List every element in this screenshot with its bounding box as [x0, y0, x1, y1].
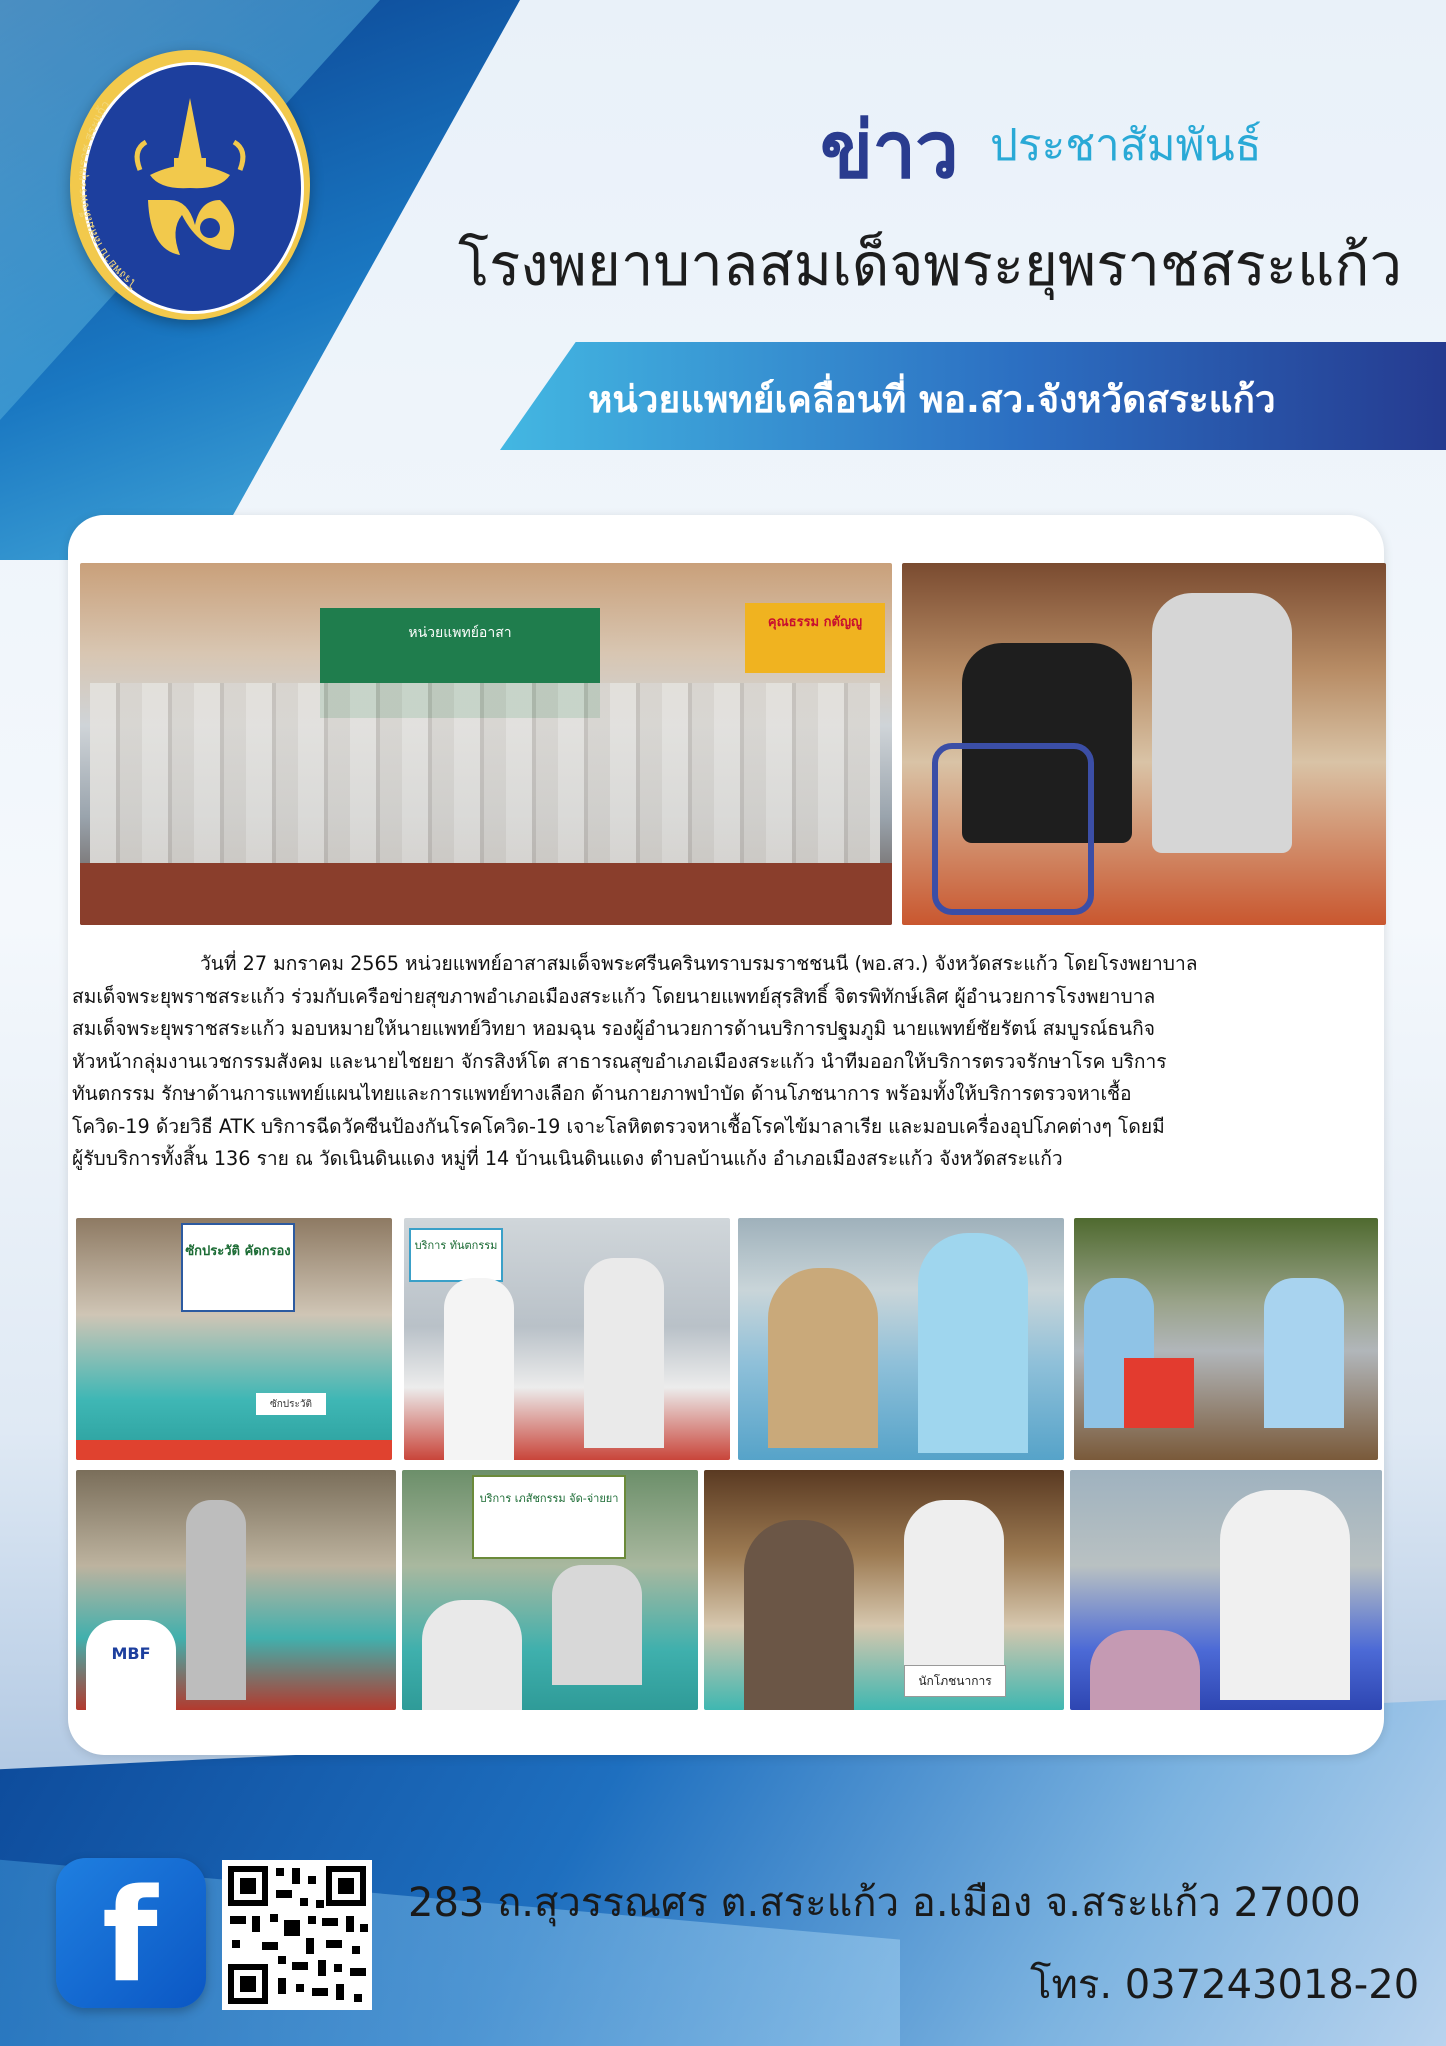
photo-screening-label: [256, 1393, 326, 1415]
header-title-news: ข่าว: [820, 106, 958, 196]
photo-vaccine-nurse: [918, 1233, 1028, 1453]
photo-dentist: [444, 1278, 514, 1460]
photo-chair: [932, 743, 1094, 915]
photo-screening-sign: [181, 1223, 295, 1312]
photo-dental: [404, 1218, 730, 1460]
photo-vaccine-patient: [768, 1268, 878, 1448]
photo-nutrition-label-text: นักโภชนาการ: [918, 1674, 992, 1688]
logo-ring-text: โรงพยาบาลสมเด็จพระยุพราช สระแก้ว: [75, 98, 140, 291]
facebook-icon[interactable]: [56, 1858, 206, 2011]
photo-dentist-2: [584, 1258, 664, 1448]
photo-pharmacy: [402, 1470, 698, 1710]
footer-address: 283 ถ.สุวรรณศร ต.สระแก้ว อ.เมือง จ.สระแก้ว 27000: [408, 1880, 1361, 1926]
photo-floor: [80, 863, 892, 925]
photo-atk-bin: [1124, 1358, 1194, 1428]
photo-nutrition-patient: [744, 1520, 854, 1710]
photo-nutrition-label: [904, 1665, 1006, 1697]
photo-screening-sign-text: ซักประวัติ คัดกรอง: [185, 1244, 291, 1259]
svg-text:โรงพยาบาลสมเด็จพระยุพราช สระแก: [75, 98, 139, 291]
photo-nutritionist: [904, 1500, 1004, 1670]
article-line-6: โควิด-19 ด้วยวิธี ATK บริการฉีดวัคซีนป้องกันโรคโควิด-19 เจาะโลหิตตรวจหาเชื้อโรคไข้มาลาเรีย และมอบเครื่องอุปโภคต่างๆ โดยมี: [72, 1114, 1165, 1138]
photo-speaker: [186, 1500, 246, 1700]
photo-pharmacy-sign: [472, 1475, 626, 1559]
photo-health-talk: [76, 1470, 396, 1710]
photo-atk-staff-2: [1264, 1278, 1344, 1428]
qr-code-icon: [222, 1860, 372, 2010]
article-line-2: สมเด็จพระยุพราชสระแก้ว ร่วมกับเครือข่ายสุขภาพอำเภอเมืองสระแก้ว โดยนายแพทย์สุรสิทธิ์ จิตรพิทักษ์เลิศ ผู้อำนวยการโรงพยาบาล: [72, 984, 1156, 1008]
photo-doctor-patient: [902, 563, 1386, 925]
photo-banner-text: หน่วยแพทย์อาสา: [408, 625, 512, 641]
unit-banner-text: หน่วยแพทย์เคลื่อนที่ พอ.สว.จังหวัดสระแก้ว: [588, 378, 1276, 421]
photo-pharmacy-patient: [422, 1600, 522, 1710]
photo-vaccination: [738, 1218, 1064, 1460]
photo-sign-text: คุณธรรม กตัญญู: [767, 615, 863, 630]
photo-pharmacy-sign-text: บริการ เภสัชกรรม จัด-จ่ายยา: [479, 1492, 619, 1505]
article-line-5: ทันตกรรม รักษาด้านการแพทย์แผนไทยและการแพทย์ทางเลือก ด้านกายภาพบำบัด ด้านโภชนาการ พร้อมทั้งให้บริการตรวจหาเชื้อ: [72, 1082, 1132, 1105]
header-title-pr: ประชาสัมพันธ์: [990, 120, 1262, 171]
article-line-4: หัวหน้ากลุ่มงานเวชกรรมสังคม และนายไชยยา จักรสิงห์โต สาธารณสุขอำเภอเมืองสระแก้ว นำทีมออกให้บริการตรวจรักษาโรค บริการ: [72, 1049, 1167, 1073]
photo-screening-label-text: ซักประวัติ: [269, 1399, 313, 1410]
photo-atk-test: [1074, 1218, 1378, 1460]
photo-sign: [745, 603, 885, 673]
qr-code-graphic: [222, 1860, 372, 2010]
hospital-logo: [70, 50, 310, 320]
article-body: [72, 948, 1382, 1176]
photo-shirt-text: MBF: [111, 1644, 151, 1663]
photo-consult-doctor: [1220, 1490, 1350, 1700]
hospital-name: โรงพยาบาลสมเด็จพระยุพราชสระแก้ว: [458, 231, 1403, 299]
photo-screening-chairs: [76, 1440, 392, 1460]
photo-doctor: [1152, 593, 1292, 853]
photo-audience-shirt: [86, 1620, 176, 1710]
photo-nutrition: [704, 1470, 1064, 1710]
photo-group-portrait: [80, 563, 892, 925]
article-line-3: สมเด็จพระยุพราชสระแก้ว มอบหมายให้นายแพทย์วิทยา หอมฉุน รองผู้อำนวยการด้านบริการปฐมภูมิ นายแพทย์ชัยรัตน์ สมบูรณ์ธนกิจ: [72, 1017, 1155, 1040]
article-line-1: วันที่ 27 มกราคม 2565 หน่วยแพทย์อาสาสมเด็จพระศรีนครินทราบรมราชชนนี (พอ.สว.) จังหวัดสระแก้ว โดยโรงพยาบาล: [200, 952, 1198, 975]
photo-pharmacist: [552, 1565, 642, 1685]
photo-dental-sign: [409, 1228, 503, 1282]
photo-doctor-consult: [1070, 1470, 1382, 1710]
photo-screening: [76, 1218, 392, 1460]
photo-dental-sign-text: บริการ ทันตกรรม: [414, 1239, 498, 1252]
facebook-glyph: f: [102, 1862, 158, 2011]
photo-consult-patient: [1090, 1630, 1200, 1710]
footer-phone: โทร. 037243018-20: [1030, 1962, 1420, 2008]
logo-emblem-graphic: [70, 50, 310, 320]
article-line-7: ผู้รับบริการทั้งสิ้น 136 ราย ณ วัดเนินดินแดง หมู่ที่ 14 บ้านเนินดินแดง ตำบลบ้านแก้ง อำเภอเมืองสระแก้ว จังหวัดสระแก้ว: [72, 1147, 1063, 1170]
